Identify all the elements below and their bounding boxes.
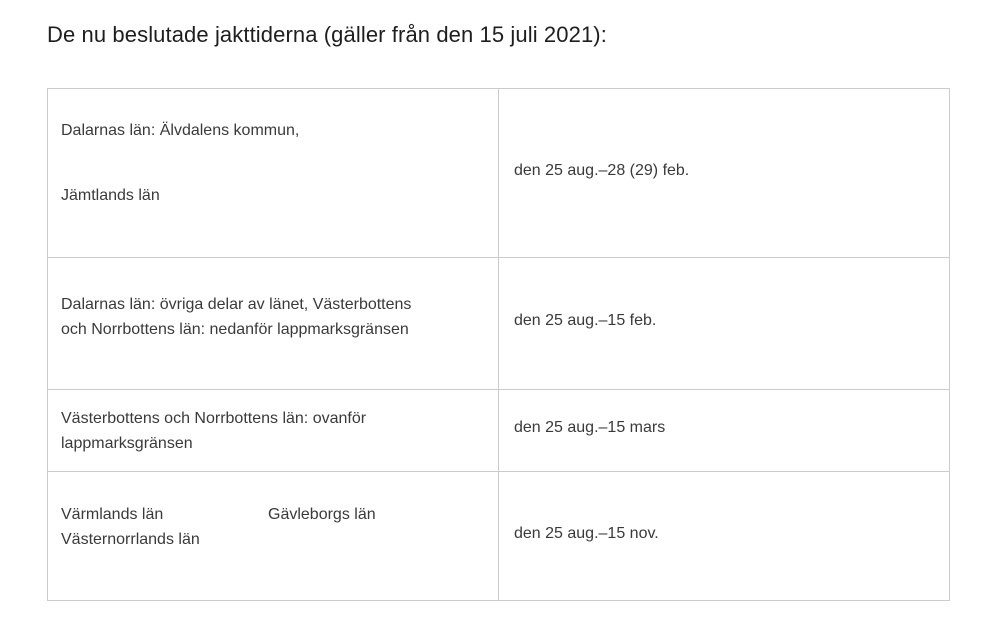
period-cell-row4 [499,472,949,600]
region-text [61,502,480,527]
region-text: lappmarksgränsen [61,434,193,452]
period-text: den 25 aug.–28 (29) feb. [514,161,690,179]
period-cell-row2 [499,258,949,389]
region-text: Dalarnas län: Älvdalens kommun, [61,122,300,139]
region-cell-row3 [48,390,498,471]
period-cell-row3 [499,390,949,471]
region-text: och Norrbottens län: nedanför lappmarksgränsen [61,320,409,338]
region-text: Västernorrlands län [61,531,200,548]
region-text: Västerbottens och Norrbottens län: ovanför [61,409,367,427]
region-cell-row4 [48,472,498,600]
region-cell-row2 [48,258,498,389]
region-text-left: Värmlands län [61,506,164,523]
period-text: den 25 aug.–15 nov. [514,524,659,542]
period-text: den 25 aug.–15 feb. [514,312,657,329]
region-cell-row1 [48,89,498,257]
hunting-times-table [47,88,950,601]
page-title: De nu beslutade jakttiderna (gäller från den 15 juli 2021): [47,22,607,47]
period-cell-row1 [499,89,949,257]
region-text: Jämtlands län [61,187,160,204]
region-text-right: Gävleborgs län [268,506,376,523]
region-text: Dalarnas län: övriga delar av länet, Västerbottens [61,295,412,313]
period-text: den 25 aug.–15 mars [514,419,666,436]
